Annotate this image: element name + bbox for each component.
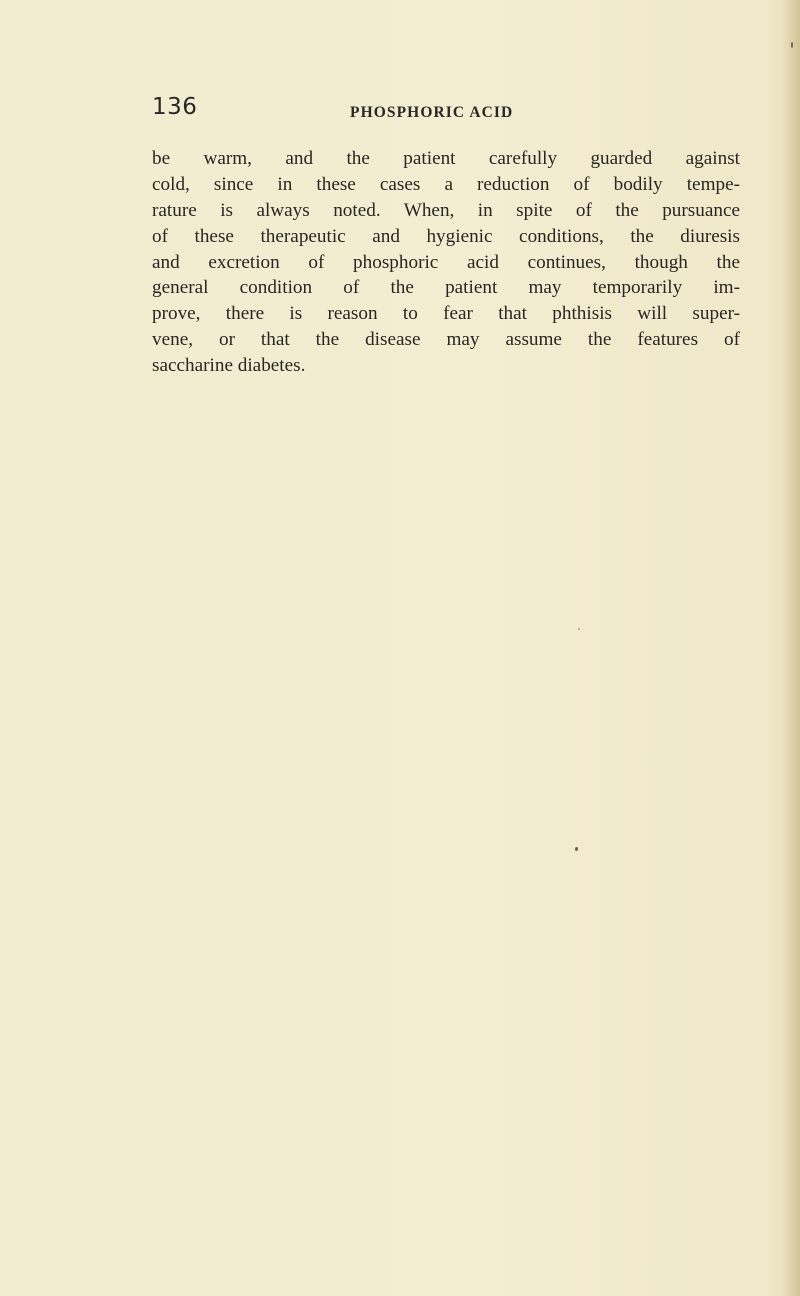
text-line: vene, or that the disease may assume the features of <box>152 329 740 351</box>
text-line: general condition of the patient may temporarily im- <box>152 277 740 299</box>
paper-speck <box>791 42 793 48</box>
paper-speck <box>575 847 578 851</box>
text-line: cold, since in these cases a reduction of bodily tempe- <box>152 173 740 195</box>
page-edge-shadow <box>782 0 800 1296</box>
body-paragraph <box>152 146 740 379</box>
page-header <box>152 94 740 126</box>
text-line: saccharine diabetes. <box>152 355 306 377</box>
text-line: be warm, and the patient carefully guarded against <box>152 148 740 169</box>
text-line: prove, there is reason to fear that phthisis will super- <box>152 303 740 325</box>
text-line: rature is always noted. When, in spite of the pursuance <box>152 199 740 221</box>
text-line: of these therapeutic and hygienic conditions, the diuresis <box>152 225 740 247</box>
text-line: and excretion of phosphoric acid continues, though the <box>152 251 740 273</box>
paper-speck <box>578 628 580 630</box>
page-number: 136 <box>152 94 198 120</box>
running-title: PHOSPHORIC ACID <box>350 104 514 121</box>
